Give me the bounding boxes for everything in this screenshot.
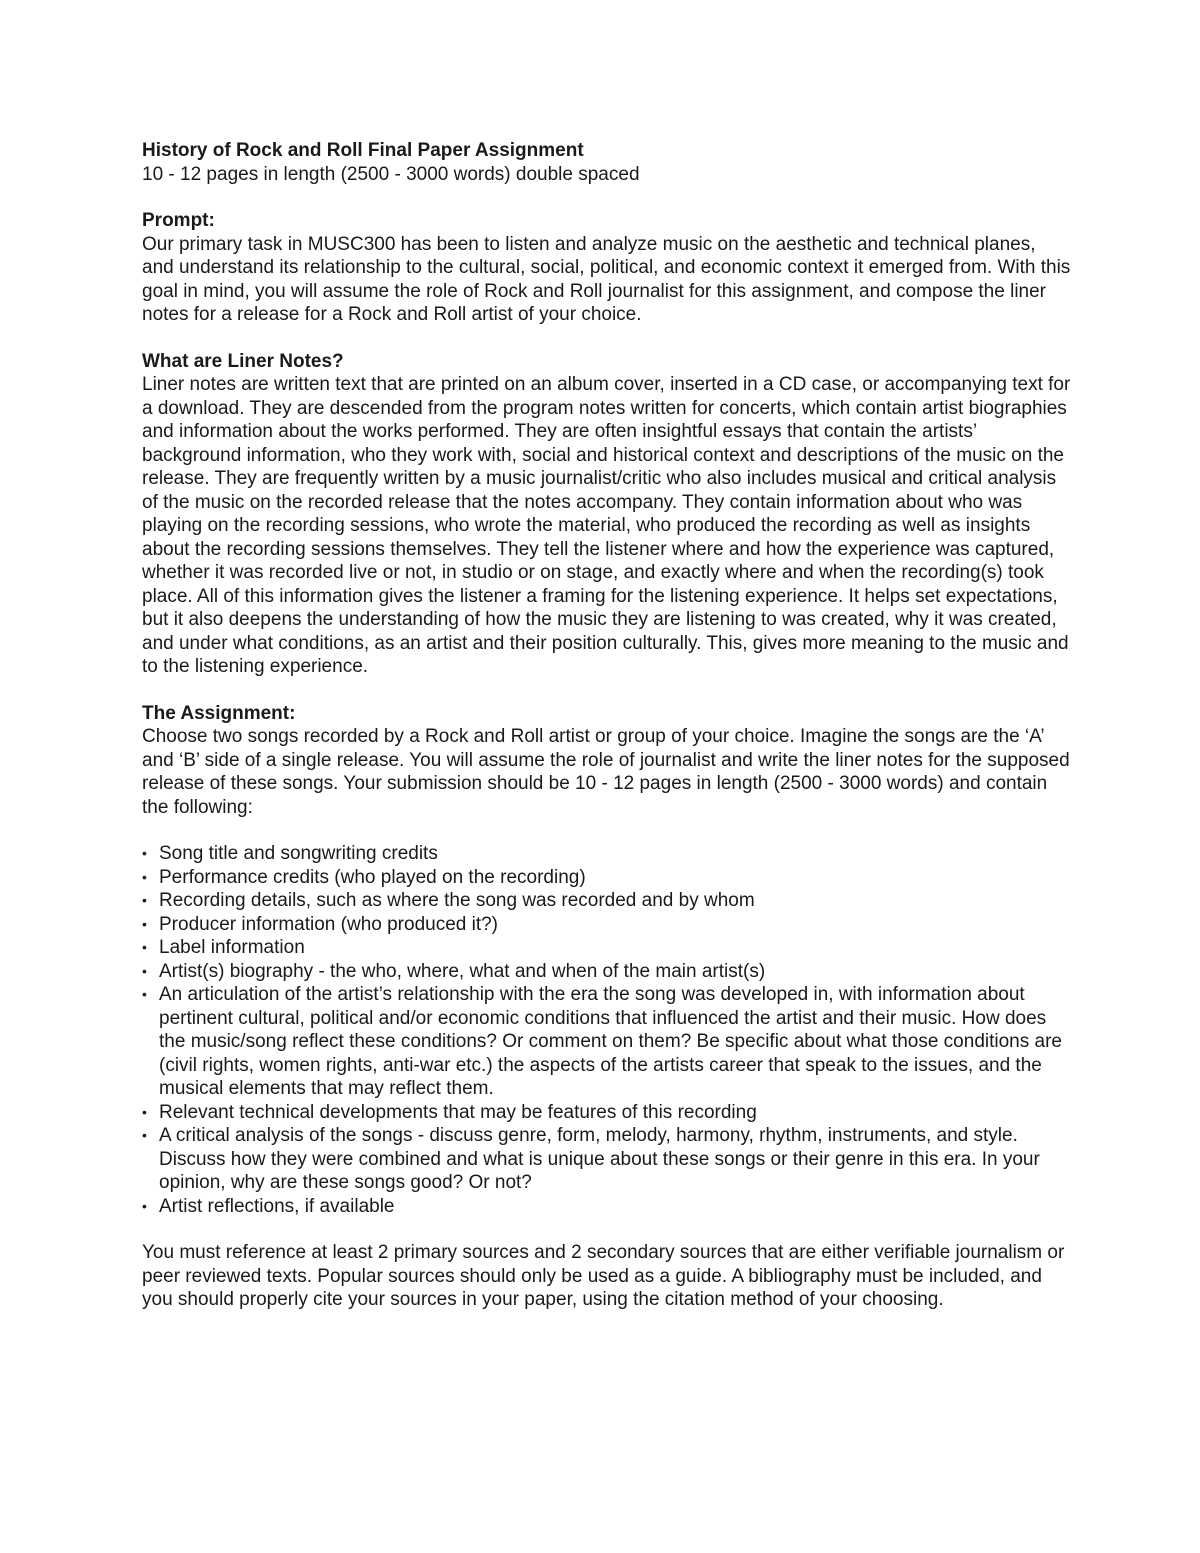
list-item-text: Producer information (who produced it?) [159,913,499,935]
list-item [142,889,1072,913]
list-item-text: Artist reflections, if available [159,1195,395,1217]
bullet-icon: • [142,892,147,908]
document-subtitle: 10 - 12 pages in length (2500 - 3000 words) double spaced [142,163,640,185]
list-item-text: Performance credits (who played on the recording) [159,866,586,888]
document-page [142,139,1072,1312]
list-item-text: An articulation of the artist’s relationship with the era the song was developed in, with information about pertinent cultural, political and/or economic conditions that influenced the artist and their music. How does the music/song reflect these conditions? Or comment on them? Be specific about what those conditions are (civil rights, women rights, anti-war etc.) the aspects of the artists career that speak to the issues, and the musical elements that may reflect them. [159,984,1062,1099]
bullet-icon: • [142,1197,147,1214]
bullet-icon: • [142,845,147,861]
assignment-heading: The Assignment: [142,702,296,724]
bullet-icon: • [142,868,147,885]
list-item [142,1101,1072,1125]
bullet-icon: • [142,962,147,979]
list-item [142,866,1072,890]
list-item [142,842,1072,866]
list-item [142,936,1072,960]
requirements-list [142,842,1072,1218]
list-item [142,983,1072,1101]
bullet-icon: • [142,986,147,1002]
list-item [142,913,1072,937]
liner-notes-section [142,350,1072,679]
list-item [142,1124,1072,1195]
assignment-text: Choose two songs recorded by a Rock and Roll artist or group of your choice. Imagine the songs are the ‘A’ and ‘B’ side of a single release. You will assume the role of journalist and write the liner notes for the supposed release of these songs. Your submission should be 10 - 12 pages in length (2500 - 3000 words) and contain the following: [142,726,1070,818]
document-title: History of Rock and Roll Final Paper Assignment [142,140,584,161]
liner-notes-heading: What are Liner Notes? [142,350,344,372]
list-item [142,1195,1072,1219]
bullet-icon: • [142,915,147,932]
bullet-icon: • [142,1127,147,1143]
list-item-text: A critical analysis of the songs - discuss genre, form, melody, harmony, rhythm, instruments, and style. Discuss how they were combined and what is unique about these songs or their genre in this era. In your opinion, why are these songs good? Or not? [159,1125,1040,1193]
list-item-text: Recording details, such as where the song was recorded and by whom [159,890,755,911]
list-item-text: Song title and songwriting credits [159,843,438,864]
prompt-text: Our primary task in MUSC300 has been to listen and analyze music on the aesthetic and technical planes, and understand its relationship to the cultural, social, political, and economic context it emerged from. With this goal in mind, you will assume the role of Rock and Roll journalist for this assignment, and compose the liner notes for a release for a Rock and Roll artist of your choice. [142,233,1071,325]
bullet-icon: • [142,1103,147,1120]
list-item-text: Artist(s) biography - the who, where, what and when of the main artist(s) [159,960,766,982]
prompt-section [142,209,1072,327]
closing-paragraph: You must reference at least 2 primary sources and 2 secondary sources that are either verifiable journalism or peer reviewed texts. Popular sources should only be used as a guide. A bibliography must be included, and you should properly cite your sources in your paper, using the citation method of your choosing. [142,1242,1065,1310]
bullet-icon: • [142,939,147,955]
prompt-heading: Prompt: [142,210,215,231]
list-item-text: Label information [159,937,305,958]
list-item-text: Relevant technical developments that may be features of this recording [159,1101,757,1123]
assignment-section [142,702,1072,1219]
list-item [142,960,1072,984]
liner-notes-text: Liner notes are written text that are printed on an album cover, inserted in a CD case, or accompanying text for a download. They are descended from the program notes written for concerts, which contain artist biographies and information about the works performed. They are often insightful essays that contain the artists’ background information, who they work with, social and historical context and descriptions of the music on the release. They are frequently written by a music journalist/critic who also includes musical and critical analysis of the music on the recorded release that the notes accompany. They contain information about who was playing on the recording sessions, who wrote the material, who produced the recording as well as insights about the recording sessions themselves. They tell the listener where and how the experience was captured, whether it was recorded live or not, in studio or on stage, and exactly where and when the recording(s) took place. All of this information gives the listener a framing for the listening experience. It helps set expectations, but it also deepens the understanding of how the music they are listening to was created, why it was created, and under what conditions, as an artist and their position culturally. This, gives more meaning to the music and to the listening experience. [142,374,1071,677]
